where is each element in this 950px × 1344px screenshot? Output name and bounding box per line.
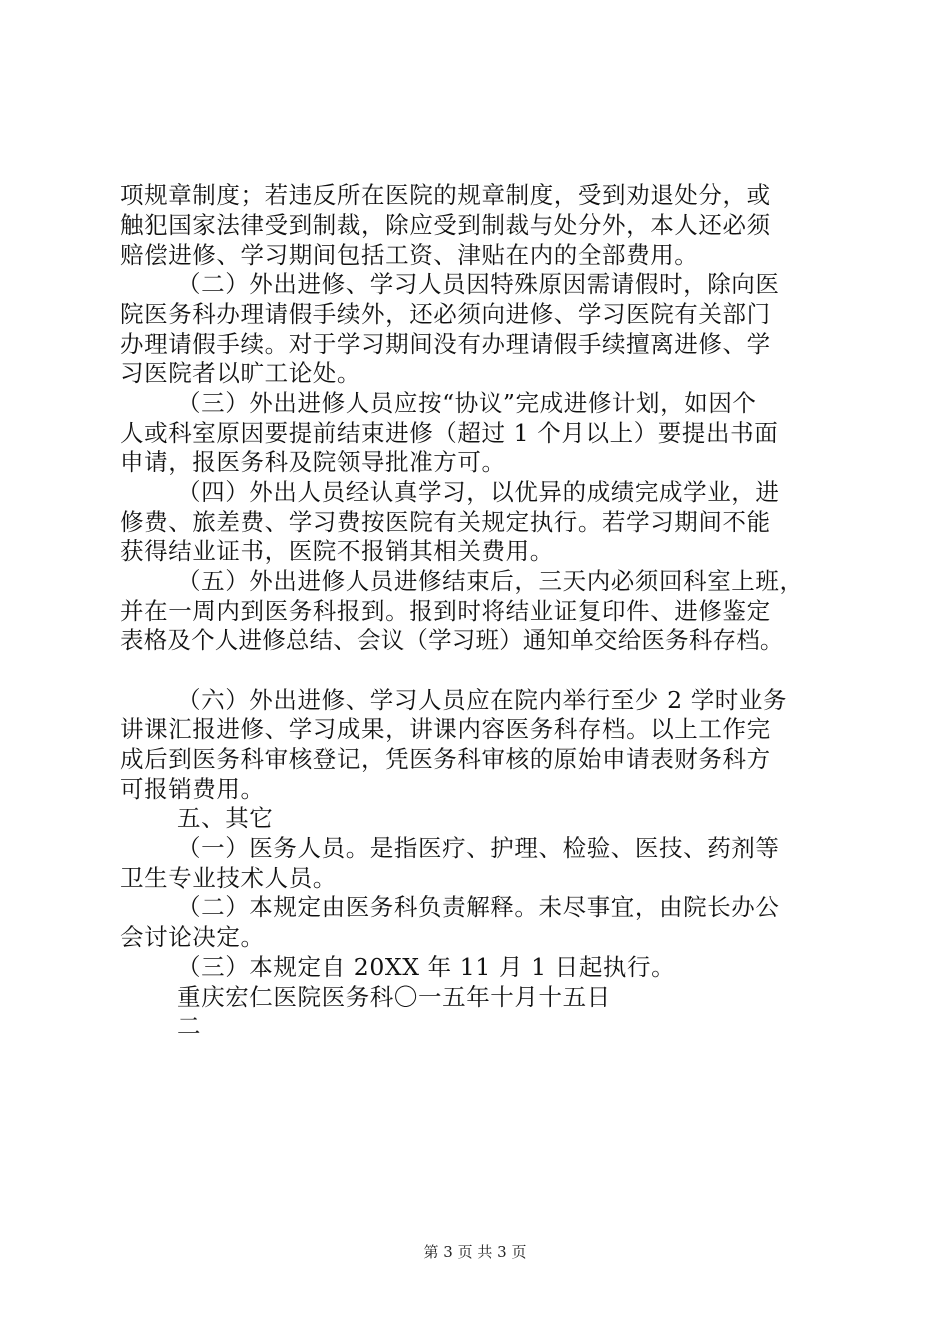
body-line: 会讨论决定。 <box>120 923 265 951</box>
body-line: （三）外出进修人员应按“协议”完成进修计划，如因个 <box>177 389 757 417</box>
body-line: 项规章制度；若违反所在医院的规章制度，受到劝退处分，或 <box>120 181 771 209</box>
page-number: 第 3 页 共 3 页 <box>423 1243 527 1261</box>
body-line: 人或科室原因要提前结束进修（超过 1 个月以上）要提出书面 <box>120 419 779 447</box>
body-line: 表格及个人进修总结、会议（学习班）通知单交给医务科存档。 <box>120 626 784 654</box>
body-line: 卫生专业技术人员。 <box>120 864 337 892</box>
body-line: 成后到医务科审核登记，凭医务科审核的原始申请表财务科方 <box>120 745 771 773</box>
body-line: 可报销费用。 <box>120 775 265 803</box>
body-line: 二 <box>177 1012 202 1040</box>
body-line: 并在一周内到医务科报到。报到时将结业证复印件、进修鉴定 <box>120 597 771 625</box>
body-line: 赔偿进修、学习期间包括工资、津贴在内的全部费用。 <box>120 241 699 269</box>
body-line: 讲课汇报进修、学习成果，讲课内容医务科存档。以上工作完 <box>120 715 771 743</box>
body-line: （六）外出进修、学习人员应在院内举行至少 2 学时业务 <box>177 686 788 714</box>
body-line: （二）本规定由医务科负责解释。未尽事宜，由院长办公 <box>177 893 780 921</box>
body-line: （二）外出进修、学习人员因特殊原因需请假时，除向医 <box>177 270 780 298</box>
signature-line: 重庆宏仁医院医务科〇一五年十月十五日 <box>177 983 611 1011</box>
body-line: 院医务科办理请假手续外，还必须向进修、学习医院有关部门 <box>120 300 771 328</box>
body-line: 申请，报医务科及院领导批准方可。 <box>120 448 506 476</box>
body-line: （三）本规定自 20XX 年 11 月 1 日起执行。 <box>177 953 676 981</box>
body-line: （一）医务人员。是指医疗、护理、检验、医技、药剂等 <box>177 834 780 862</box>
body-line: 修费、旅差费、学习费按医院有关规定执行。若学习期间不能 <box>120 508 771 536</box>
body-line: 触犯国家法律受到制裁，除应受到制裁与处分外，本人还必须 <box>120 211 771 239</box>
body-line: 获得结业证书，医院不报销其相关费用。 <box>120 537 554 565</box>
body-line: （五）外出进修人员进修结束后，三天内必须回科室上班， <box>177 567 804 595</box>
section-heading: 五、其它 <box>177 804 274 832</box>
body-line: 习医院者以旷工论处。 <box>120 359 361 387</box>
body-line: 办理请假手续。对于学习期间没有办理请假手续擅离进修、学 <box>120 330 771 358</box>
body-line: （四）外出人员经认真学习，以优异的成绩完成学业，进 <box>177 478 780 506</box>
